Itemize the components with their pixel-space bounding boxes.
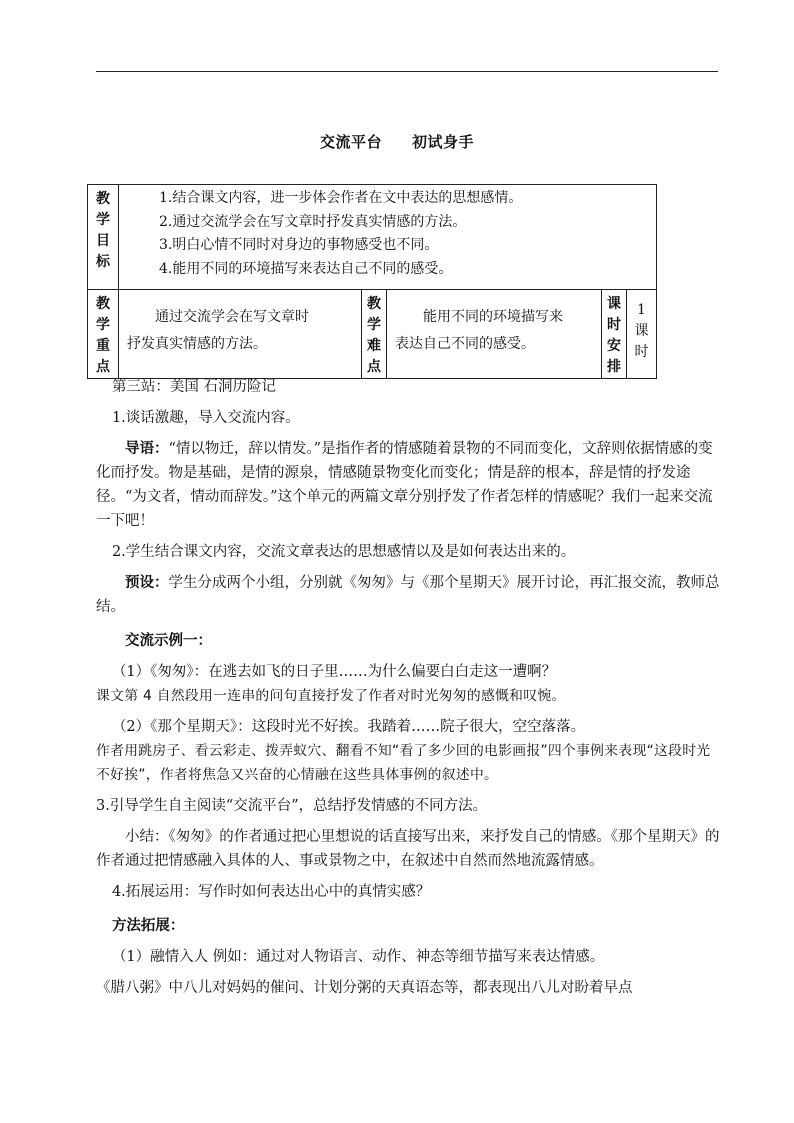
schedule-value: [627, 290, 657, 379]
example-2: （2）《那个星期天》：这段时光不好挨。我踏着……院子很大，空空落落。: [111, 719, 586, 735]
stacked-char: 学: [96, 212, 110, 228]
key-line-1: 通过交流学会在写文章时: [155, 309, 309, 325]
preset-label: 预设：: [125, 574, 169, 591]
stacked-char: 时: [634, 344, 649, 360]
stacked-char: 课: [634, 323, 649, 339]
method-title: 方法拓展：: [111, 917, 185, 934]
goal-item: 3.明白心情不同时对身边的事物感受也不同。: [159, 237, 439, 253]
stacked-char: 安: [607, 338, 621, 354]
key-label-text: [88, 294, 118, 378]
key-content: [119, 290, 362, 379]
step-3: 3.引导学生自主阅读“交流平台”，总结抒发情感的不同方法。: [96, 798, 488, 814]
intro-label: 导语：: [125, 440, 169, 457]
stacked-char: 学: [96, 317, 110, 333]
header-rule: [96, 71, 718, 72]
key-row: [88, 290, 657, 379]
step-1: 1.谈话激趣，导入交流内容。: [111, 410, 300, 426]
goal-item: 1.结合课文内容，进一步体会作者在文中表达的思想感情。: [159, 190, 523, 206]
stacked-char: 教: [96, 191, 110, 207]
difficult-label-text: [362, 294, 386, 378]
example-1: （1）《匆匆》：在逃去如飞的日子里……为什么偏要白白走这一遭啊？: [111, 664, 557, 680]
schedule-unit: [627, 321, 656, 363]
goals-label-text: [88, 189, 118, 273]
goal-item: 2.通过交流学会在写文章时抒发真实情感的方法。: [159, 213, 467, 230]
lesson-plan-table: [87, 184, 657, 379]
goals-row: [88, 185, 657, 290]
example-2-note: 作者用跳房子、看云彩走、拨弄蚁穴、翻看不知“看了多少回的电影画报”四个事例来表现“这段时光不好挨”，作者将焦急又兴奋的心情融在这些具体事例的叙述中。: [96, 743, 711, 783]
stacked-char: 目: [96, 233, 110, 249]
stacked-char: 点: [96, 359, 110, 375]
schedule-number: 1: [637, 302, 646, 318]
key-line-2: 抒发真实情感的方法。: [127, 336, 267, 352]
stacked-char: 学: [367, 317, 381, 333]
method-1: （1）融情入人 例如：通过对人物语言、动作、神态等细节描写来表达情感。: [111, 949, 605, 965]
lesson-content: [96, 374, 720, 1000]
schedule-label-text: [602, 294, 626, 378]
stacked-char: 教: [96, 296, 110, 312]
method-1-continued: 《腊八粥》中八儿对妈妈的催问、计划分粥的天真语态等，都表现出八儿对盼着早点: [96, 980, 633, 996]
stacked-char: 时: [607, 317, 621, 333]
goal-item: 4.能用不同的环境描写来表达自己不同的感受。: [159, 260, 453, 277]
stacked-char: 排: [607, 359, 621, 375]
page-title: [0, 131, 794, 152]
schedule-label: [602, 290, 627, 379]
goals-list: [119, 185, 657, 290]
stacked-char: 重: [96, 338, 110, 354]
key-label: [88, 290, 119, 379]
step-2: 2.学生结合课文内容，交流文章表达的思想感情以及是如何表达出来的。: [111, 544, 576, 560]
difficult-label: [362, 290, 387, 379]
difficult-line-1: 能用不同的环境描写来: [423, 309, 563, 325]
stacked-char: 课: [607, 296, 621, 312]
difficult-content: [387, 290, 602, 379]
step-4: 4.拓展运用：写作时如何表达出心中的真情实感？: [111, 884, 431, 900]
title-part-1: 交流平台: [319, 133, 382, 151]
station-line: 第三站：美国 石洞历险记: [111, 379, 277, 395]
example-title: 交流示例一：: [125, 632, 212, 649]
preset-text: 学生分成两个小组，分别就《匆匆》与《那个星期天》展开讨论，再汇报交流，教师总结。: [96, 575, 720, 615]
title-part-2: 初试身手: [412, 133, 475, 151]
goals-label: [88, 185, 119, 290]
stacked-char: 教: [367, 296, 381, 312]
preset-paragraph: [96, 571, 720, 619]
stacked-char: 点: [367, 359, 381, 375]
intro-paragraph: [96, 437, 720, 533]
difficult-line-2: 表达自己不同的感受。: [395, 336, 535, 352]
intro-text: “情以物迁，辞以情发。”是指作者的情感随着景物的不同而变化，文辞则依据情感的变化而抒发。物是基础，是情的源泉，情感随景物变化而变化；情是辞的根本，辞是情的抒发途径。“为文者，情动而辞发。”这个单元的两篇文章分别抒发了作者怎样的情感呢？我们一起来交流一下吧！: [96, 441, 713, 529]
stacked-char: 难: [367, 338, 381, 354]
stacked-char: 标: [96, 254, 110, 270]
example-1-note: 课文第 4 自然段用一连串的问句直接抒发了作者对时光匆匆的感慨和叹惋。: [96, 688, 566, 704]
summary-paragraph: 小结：《匆匆》的作者通过把心里想说的话直接写出来，来抒发自己的情感。《那个星期天》的作者通过把情感融入具体的人、事或景物之中，在叙述中自然而然地流露情感。: [96, 829, 720, 869]
